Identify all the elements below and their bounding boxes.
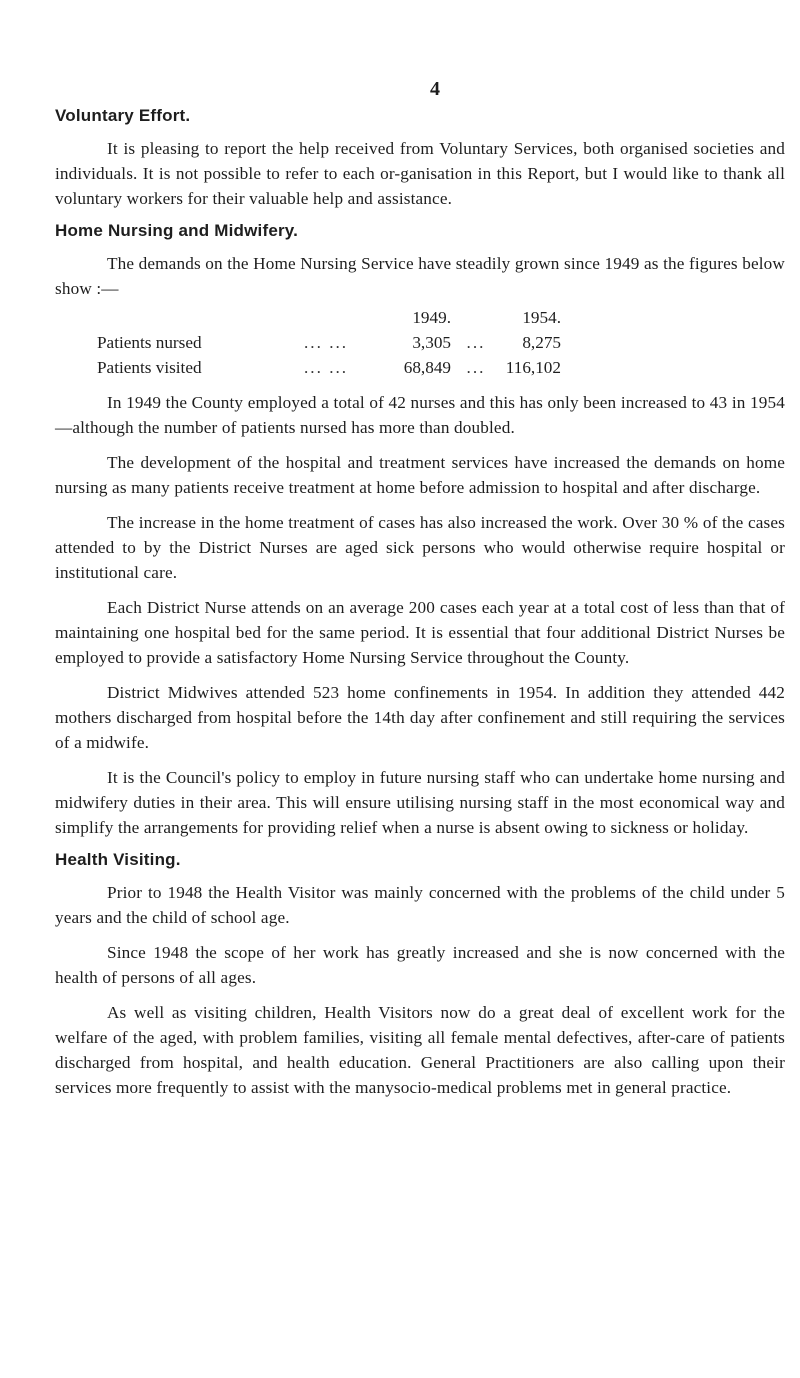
leader-dots: ... ...: [304, 333, 349, 352]
heading-voluntary-effort: Voluntary Effort.: [55, 106, 191, 125]
nursing-figures-table: [97, 305, 561, 380]
leader-dots: ... ...: [304, 358, 349, 377]
leader-dots: ...: [466, 333, 486, 352]
paragraph: In 1949 the County employed a total of 42 nurses and this has only been increased to 43 in 1954—although the number of patients nursed has more than doubled.: [55, 393, 785, 437]
row-label: Patients nursed: [97, 333, 202, 352]
paragraph: It is pleasing to report the help received from Voluntary Services, both organised societies and individuals. It is not possible to refer to each or-ganisation in this Report, but I would like to thank all voluntary workers for their valuable help and assistance.: [55, 139, 785, 208]
leader-dots: ...: [466, 358, 486, 377]
paragraph: The development of the hospital and treatment services have increased the demands on home nursing as many patients receive treatment at home before admission to hospital and after discharge.: [55, 453, 785, 497]
paragraph: As well as visiting children, Health Visitors now do a great deal of excellent work for the welfare of the aged, with problem families, visiting all female mental defectives, after-care of patients discharged from hospital, and health education. General Practitioners are also calling upon their services more frequently to assist with the manysocio-medical problems met in general practice.: [55, 1003, 785, 1097]
column-header-1954: 1954.: [522, 308, 561, 327]
document-body: [55, 106, 785, 1110]
value-1949: 3,305: [412, 333, 451, 352]
paragraph: District Midwives attended 523 home confinements in 1954. In addition they attended 442 mothers discharged from hospital before the 14th day after confinement and still requiring the services of a midwife.: [55, 683, 785, 752]
heading-health-visiting: Health Visiting.: [55, 850, 181, 869]
paragraph: Each District Nurse attends on an average 200 cases each year at a total cost of less than that of maintaining one hospital bed for the same period. It is essential that four additional District Nurses be employed to provide a satisfactory Home Nursing Service throughout the County.: [55, 598, 785, 667]
table-row: [97, 330, 561, 355]
row-label: Patients visited: [97, 358, 202, 377]
value-1954: 8,275: [522, 333, 561, 352]
table-header-row: [97, 305, 561, 330]
paragraph: The increase in the home treatment of cases has also increased the work. Over 30 % of the cases attended to by the District Nurses are aged sick persons who would otherwise require hospital or institutional care.: [55, 513, 785, 582]
column-header-1949: 1949.: [412, 308, 451, 327]
page-number: 4: [430, 78, 440, 100]
paragraph: The demands on the Home Nursing Service have steadily grown since 1949 as the figures below show :—: [55, 254, 785, 298]
paragraph: Since 1948 the scope of her work has greatly increased and she is now concerned with the health of persons of all ages.: [55, 943, 785, 987]
paragraph: It is the Council's policy to employ in future nursing staff who can undertake home nursing and midwifery duties in their area. This will ensure utilising nursing staff in the most economical way and simplify the arrangements for providing relief when a nurse is absent owing to sickness or holiday.: [55, 768, 785, 837]
paragraph: Prior to 1948 the Health Visitor was mainly concerned with the problems of the child under 5 years and the child of school age.: [55, 883, 785, 927]
table-row: [97, 355, 561, 380]
value-1954: 116,102: [505, 358, 561, 377]
heading-home-nursing: Home Nursing and Midwifery.: [55, 221, 299, 240]
value-1949: 68,849: [403, 358, 451, 377]
